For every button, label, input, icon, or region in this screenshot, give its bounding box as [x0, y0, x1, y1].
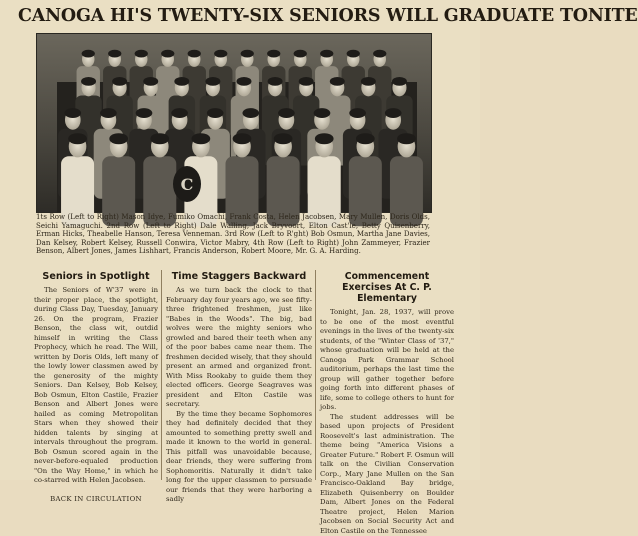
column-rule	[315, 270, 316, 480]
article-subhead: BACK IN CIRCULATION	[34, 495, 158, 503]
article-paragraph: As we turn back the clock to that February day four years ago, we see fifty-three frightened freshmen, just like "Babes in the Woods". The big, bad wolves were the mighty seniors who growled and bared their teeth when any of the poor babes came near them. The freshmen decided wisely, that they should present an armed and organized front. With Miss Rookaby to guide them they elected officers. George Seagraves was president and Elton Castile was secretary.	[166, 286, 312, 410]
photo-caption: 1ts Row (Left to Right) Mason Idye, Fumiko Omachi, Frank Costa, Helen Jacobsen, Mary Mullen, Doris Olds, Seichi Yamaguchi. 2nd Row (Left to Right) Dale Walling, Jack Bryvoort, Elton Cast'le, Betty Quisenberry, Erman Hicks, Theabelle Hanson, Teresa Venneman. 3rd Row (Left to R'ght) Bob Osmun, Martha Jane Davies, Dan Kelsey, Robert Kelsey, Russell Conwira, Victor Mabry, 4th Row (Left to Right) John Zammeyer, Frazier Benson, Albert Jones, James Lishhart, Francis Anderson, Robert Moore, Mr. G. A. Harding.	[36, 213, 430, 265]
sweater-letter: C	[181, 175, 194, 194]
article-seniors-in-spotlight	[34, 271, 158, 480]
class-photo	[36, 33, 432, 213]
article-paragraph: The Seniors of W'37 were in their proper place, the spotlight, during Class Day, Tuesday, January 26. On the program, Frazier Benson, the class wit, outdid himself in writing the Class Prophecy, which he read. The Will, written by Doris Olds, left many of the lowly lower classmen awed by the generosity of the mighty Seniors. Dan Kelsey, Bob Kelsey, Bob Osmun, Elton Castile, Frazier Benson and Albert Jones were hailed as coming Metropolitan Stars when they showed their hidden talents by singing at intervals throughout the program. Bob Osmun scored again in the never-before-equaled production "On the Way Home," in which he co-starred with Helen Jacobsen.	[34, 286, 158, 486]
football-emblem	[173, 166, 201, 202]
article-title: Seniors in Spotlight	[34, 271, 158, 282]
article-paragraph: Tonight, Jan. 28, 1937, will prove to be one of the most eventful evenings in the lives of the twenty-six students, of the "Winter Class of '37," whose graduation will be held at the Canoga Park Grammar School auditorium, perhaps the last time the group will gather together before going forth into different phases of life, some to college others to hunt for jobs.	[320, 308, 454, 413]
class-photo-image	[37, 34, 431, 212]
article-title: Commencement Exercises At C. P. Elementary	[320, 271, 454, 304]
article-paragraph: The student addresses will be based upon projects of President Roosevelt's last administration. The theme being "America Visions a Greater Future." Robert F. Osmun will talk on the Civilian Conservation Corp., Mary Jane Mullen on the San Francisco-Oakland Bay bridge, Elizabeth Quisenberry on Boulder Dam, Albert Jones on the Federal Theatre project, Helen Marion Jacobsen on Social Security Act and Elton Castile on the Tennessee	[320, 413, 454, 536]
article-commencement-exercises	[320, 271, 454, 480]
headline: CANOGA HI'S TWENTY-SIX SENIORS WILL GRADUATE TONITE	[18, 2, 462, 30]
article-title: Time Staggers Backward	[166, 271, 312, 282]
column-rule	[161, 270, 162, 480]
article-paragraph: By the time they became Sophomores they had definitely decided that they amounted to something pretty swell and made it known to the world in general. This pitfall was unavoidable because, dear friends, they were suffering from Sophomoritis. Naturally it didn't take long for the upper classmen to persuade our friends that they were harboring a sadly	[166, 410, 312, 505]
article-time-staggers-backward	[166, 271, 312, 480]
